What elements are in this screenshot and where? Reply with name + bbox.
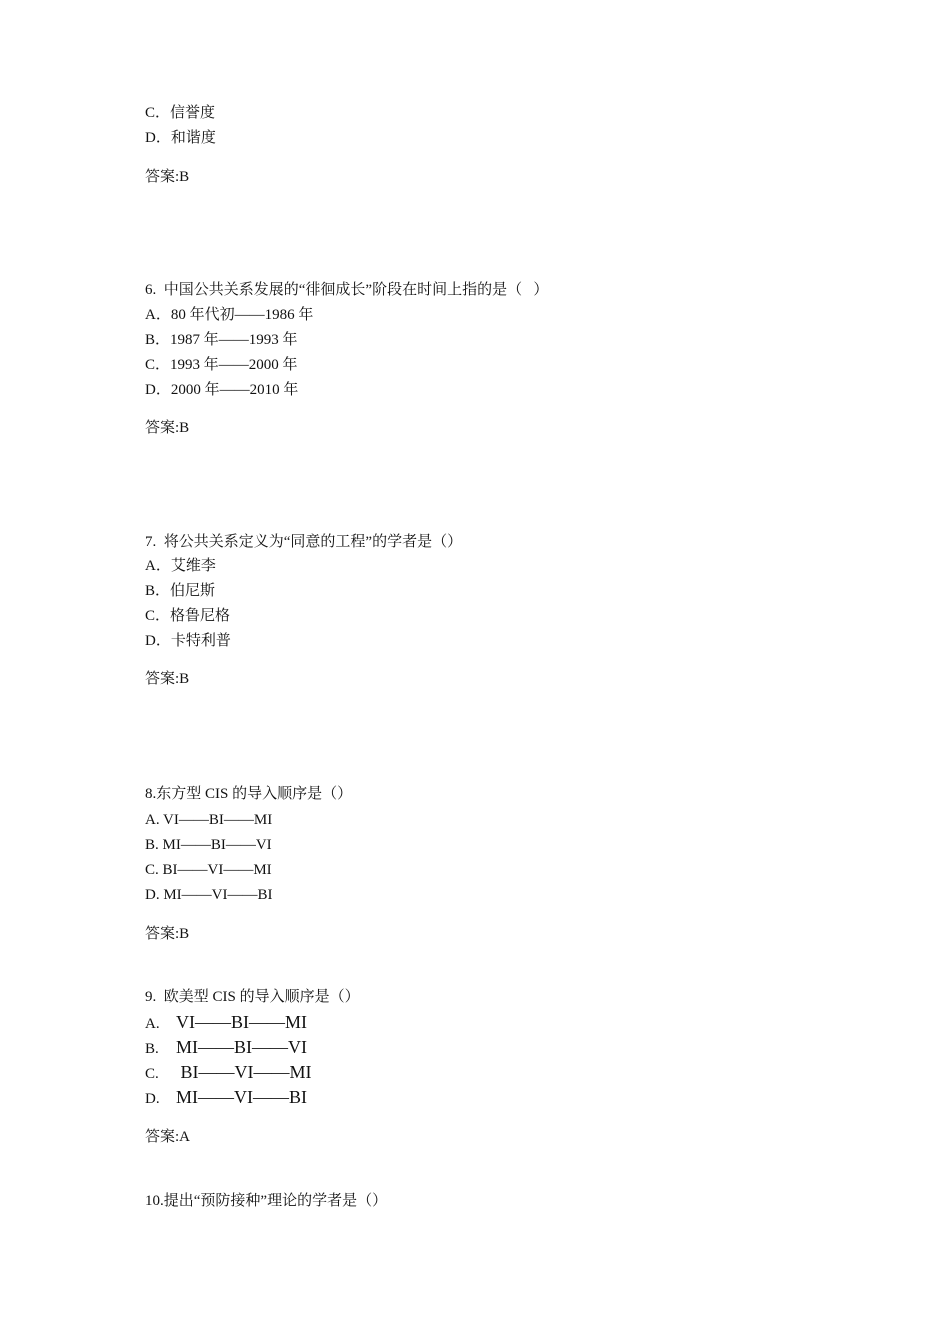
question-7: 7. 将公共关系定义为“同意的工程”的学者是（） (145, 534, 463, 550)
question-10: 10.提出“预防接种”理论的学者是（） (145, 1193, 388, 1209)
q9-option-d-text: MI——VI——BI (176, 1087, 307, 1107)
q7-option-b: B．伯尼斯 (145, 583, 216, 599)
q9-option-d (145, 1087, 307, 1109)
q9-option-a-label: A. (145, 1016, 160, 1032)
q7-option-c: C．格鲁尼格 (145, 608, 231, 624)
q9-option-d-label: D. (145, 1091, 160, 1107)
q7-option-d: D．卡特利普 (145, 633, 231, 649)
q6-option-c: C．1993 年——2000 年 (145, 357, 298, 373)
q9-option-c-label: C. (145, 1066, 159, 1082)
answer-8: 答案:B (145, 926, 190, 942)
q9-option-c-text: BI——VI——MI (176, 1062, 312, 1082)
q6-option-d: D．2000 年——2010 年 (145, 382, 299, 398)
option-d: D．和谐度 (145, 130, 216, 146)
answer-7: 答案:B (145, 671, 190, 687)
question-9: 9. 欧美型 CIS 的导入顺序是（） (145, 989, 360, 1005)
question-6: 6. 中国公共关系发展的“徘徊成长”阶段在时间上指的是（ ） (145, 282, 549, 298)
answer-6: 答案:B (145, 420, 190, 436)
q6-option-b: B．1987 年——1993 年 (145, 332, 298, 348)
q8-option-a: A. VI——BI——MI (145, 812, 273, 828)
q8-option-d: D. MI——VI——BI (145, 887, 273, 903)
q9-option-b-text: MI——BI——VI (176, 1037, 307, 1057)
answer-5: 答案:B (145, 169, 190, 185)
q9-option-b-label: B. (145, 1041, 159, 1057)
option-c: C．信誉度 (145, 105, 216, 121)
q9-option-b (145, 1037, 307, 1059)
q6-option-a: A．80 年代初——1986 年 (145, 307, 314, 323)
q9-option-a (145, 1012, 307, 1034)
q8-option-b: B. MI——BI——VI (145, 837, 272, 853)
q8-option-c: C. BI——VI——MI (145, 862, 272, 878)
q7-option-a: A．艾维李 (145, 558, 216, 574)
answer-9: 答案:A (145, 1129, 191, 1145)
q9-option-c (145, 1062, 312, 1084)
question-8: 8.东方型 CIS 的导入顺序是（） (145, 786, 353, 802)
q9-option-a-text: VI——BI——MI (176, 1012, 307, 1032)
